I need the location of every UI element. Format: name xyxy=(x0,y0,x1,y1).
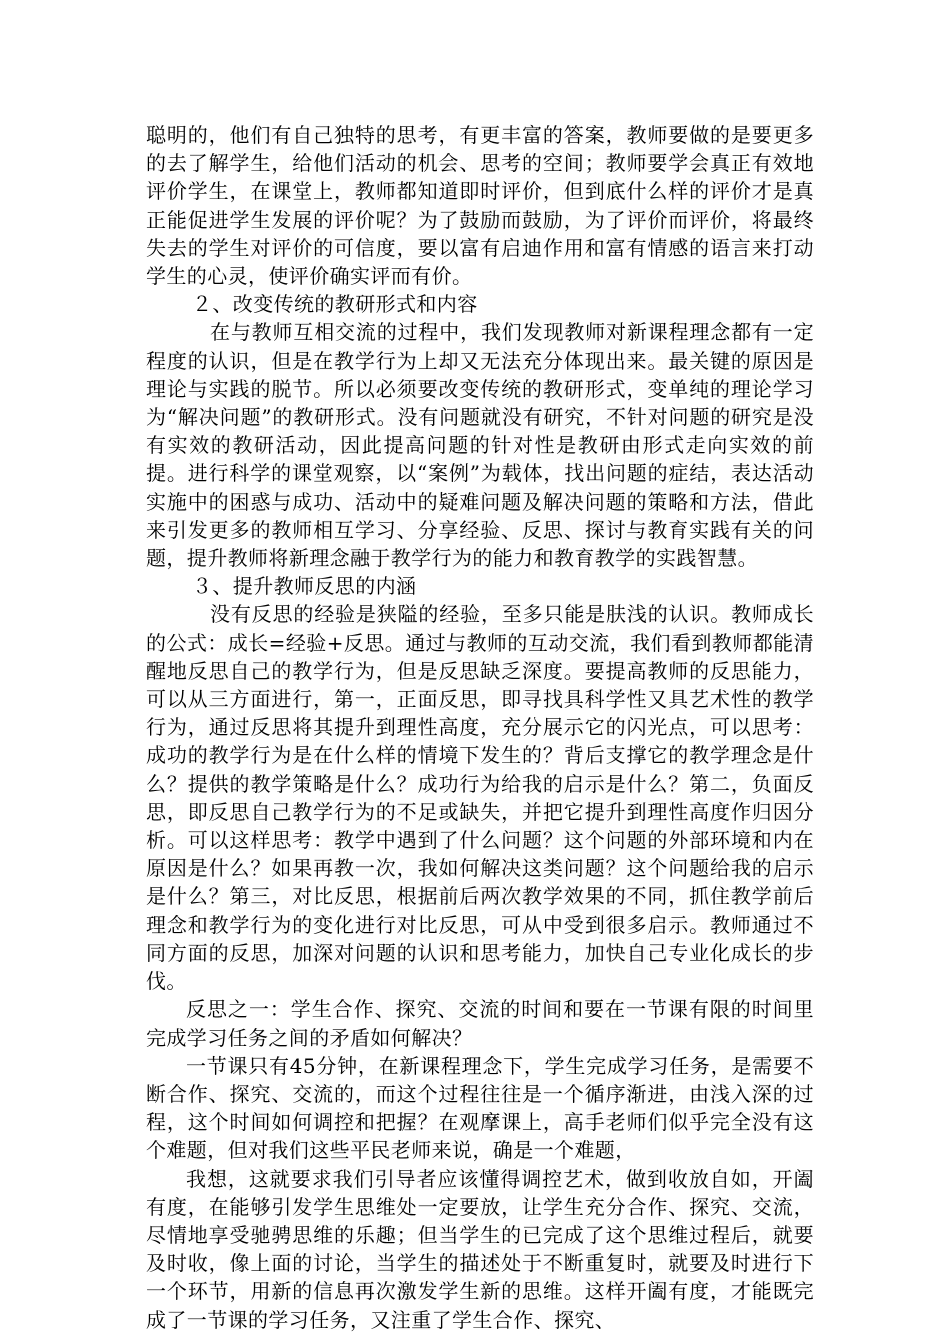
paragraph-continued: 聪明的，他们有自己独特的思考，有更丰富的答案，教师要做的是要更多的去了解学生，给他们活动的机会、思考的空间；教师要学会真正有效地评价学生，在课堂上，教师都知道即时评价，但到底什么样的评价才是真正能促进学生发展的评价呢？为了鼓励而鼓励，为了评价而评价，将最终失去的学生对评价的可信度，要以富有启迪作用和富有情感的语言来打动学生的心灵，使评价确实评而有价。 xyxy=(146,123,814,289)
paragraph-teaching-research: 在与教师互相交流的过程中，我们发现教师对新课程理念都有一定程度的认识，但是在教学行为上却又无法充分体现出来。最关键的原因是理论与实践的脱节。所以必须要改变传统的教研形式，变单纯的理论学习为“解决问题”的教研形式。没有问题就没有研究，不针对问题的研究是没有实效的教研活动，因此提高问题的针对性是教研由形式走向实效的前提。进行科学的课堂观察，以“案例”为载体，找出问题的症结，表达活动实施中的困惑与成功、活动中的疑难问题及解决问题的策略和方法，借此来引发更多的教师相互学习、分享经验、反思、探讨与教育实践有关的问题，提升教师将新理念融于教学行为的能力和教育教学的实践智慧。 xyxy=(146,320,814,571)
paragraph-reflection-one: 反思之一：学生合作、探究、交流的时间和要在一节课有限的时间里完成学习任务之间的矛盾如何解决？ xyxy=(146,997,814,1050)
document-body xyxy=(146,121,814,1334)
section-heading-3: ３、提升教师反思的内涵 xyxy=(192,574,417,599)
paragraph-control-art: 我想，这就要求我们引导者应该懂得调控艺术，做到收放自如，开阖有度，在能够引发学生思维处一定要放，让学生充分合作、探究、交流，尽情地享受驰骋思维的乐趣；但当学生的已完成了这个思维过程后，就要及时收，像上面的讨论，当学生的描述处于不断重复时，就要及时进行下一个环节，用新的信息再次激发学生新的思维。这样开阖有度，才能既完成了一节课的学习任务，又注重了学生合作、探究、 xyxy=(146,1166,814,1332)
paragraph-reflection: 没有反思的经验是狭隘的经验，至多只能是肤浅的认识。教师成长的公式：成长=经验+反思。通过与教师的互动交流，我们看到教师都能清醒地反思自己的教学行为，但是反思缺乏深度。要提高教师的反思能力，可以从三方面进行，第一，正面反思，即寻找具科学性又具艺术性的教学行为，通过反思将其提升到理性高度，充分展示它的闪光点，可以思考：成功的教学行为是在什么样的情境下发生的？背后支撑它的教学理念是什么？提供的教学策略是什么？成功行为给我的启示是什么？第二，负面反思，即反思自己教学行为的不足或缺失，并把它提升到理性高度作归因分析。可以这样思考：教学中遇到了什么问题？这个问题的外部环境和内在原因是什么？如果再教一次，我如何解决这类问题？这个问题给我的启示是什么？第三，对比反思，根据前后两次教学效果的不同，抓住教学前后理念和教学行为的变化进行对比反思，可从中受到很多启示。教师通过不同方面的反思，加深对问题的认识和思考能力，加快自己专业化成长的步伐。 xyxy=(146,602,814,994)
section-heading-2: ２、改变传统的教研形式和内容 xyxy=(192,292,478,317)
paragraph-class-time: 一节课只有45分钟，在新课程理念下，学生完成学习任务，是需要不断合作、探究、交流的，而这个过程往往是一个循序渐进，由浅入深的过程，这个时间如何调控和把握？在观摩课上，高手老师们似乎完全没有这个难题，但对我们这些平民老师来说，确是一个难题， xyxy=(146,1053,814,1163)
